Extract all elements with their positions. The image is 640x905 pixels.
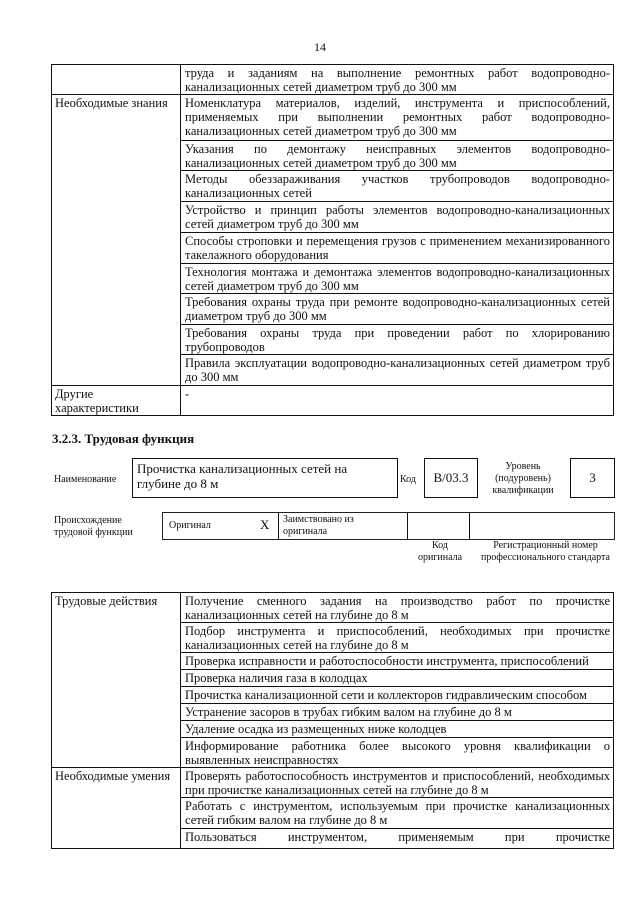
cell-text: Правила эксплуатации водопроводно-канализационных сетей диаметром труб до 300 мм bbox=[181, 355, 614, 386]
cell-text: Технология монтажа и демонтажа элементов водопроводно-канализационных сетей диаметром труб до 300 мм bbox=[181, 264, 614, 294]
cell-text: Удаление осадка из размещенных ниже колодцев bbox=[181, 721, 614, 738]
function-table bbox=[51, 592, 614, 849]
level-label: Уровень (подуровень) квалификации bbox=[492, 461, 554, 496]
cell-text: Указания по демонтажу неисправных элементов водопроводно-канализационных сетей диаметром труб до 300 мм bbox=[181, 141, 614, 171]
cell-text: труда и заданиям на выполнение ремонтных работ водопроводно-канализационных сетей диаметром труб до 300 мм bbox=[181, 65, 614, 95]
divider bbox=[469, 513, 470, 539]
table-row bbox=[52, 593, 614, 623]
code-value: В/03.3 bbox=[433, 470, 469, 485]
cell-text: Номенклатура материалов, изделий, инструмента и приспособлений, применяемых при выполнении ремонтных работ водопроводно-канализационных сетей диаметром труб до 300 мм bbox=[181, 95, 614, 141]
cell-text: Получение сменного задания на производство работ по прочистке канализационных сетей на глубине до 8 м bbox=[181, 593, 614, 623]
cell-text: Способы строповки и перемещения грузов с применением механизированного такелажного оборудования bbox=[181, 233, 614, 264]
table-row bbox=[52, 386, 614, 416]
cell-text: Пользоваться инструментом, применяемым при прочистке bbox=[181, 829, 614, 849]
cell-text: Проверка исправности и работоспособности инструмента, приспособлений bbox=[181, 653, 614, 670]
cell-text: Информирование работника более высокого уровня квалификации о выявленных неисправностях bbox=[181, 738, 614, 768]
reg-caption: Регистрационный номер профессионального стандарта bbox=[481, 540, 610, 563]
row-label-knowledge: Необходимые знания bbox=[52, 95, 181, 386]
divider bbox=[278, 513, 279, 539]
cell-text: Прочистка канализационной сети и коллекторов гидравлическим способом bbox=[181, 687, 614, 704]
section-title: 3.2.3. Трудовая функция bbox=[52, 431, 195, 446]
function-name-box bbox=[132, 458, 398, 498]
cell-text: Требования охраны труда при проведении работ по хлорированию трубопроводов bbox=[181, 325, 614, 355]
cell-text: - bbox=[181, 386, 614, 416]
borrowed-label: Заимствовано из оригинала bbox=[283, 514, 354, 537]
original-label: Оригинал bbox=[169, 520, 211, 531]
code-caption: Код оригинала bbox=[417, 540, 463, 563]
cell-text: Устройство и принцип работы элементов водопроводно-канализационных сетей диаметром труб до 300 мм bbox=[181, 202, 614, 233]
cell-text: Работать с инструментом, используемым при прочистке канализационных сетей гибким валом на глубине до 8 м bbox=[181, 798, 614, 829]
cell-text: Проверять работоспособность инструментов и приспособлений, необходимых при прочистке канализационных сетей на глубине до 8 м bbox=[181, 768, 614, 798]
function-name: Прочистка канализационных сетей на глубине до 8 м bbox=[137, 461, 348, 491]
table-row bbox=[52, 65, 614, 95]
level-box bbox=[570, 458, 615, 498]
table-row bbox=[52, 95, 614, 141]
original-mark: X bbox=[260, 517, 270, 532]
cell-text: Подбор инструмента и приспособлений, необходимых при прочистке канализационных сетей на глубине до 8 м bbox=[181, 623, 614, 653]
page-number: 14 bbox=[314, 40, 326, 54]
level-value: 3 bbox=[589, 470, 596, 485]
row-label-actions: Трудовые действия bbox=[52, 593, 181, 768]
cell-text: Требования охраны труда при ремонте водопроводно-канализационных сетей диаметром труб до 300 мм bbox=[181, 294, 614, 325]
cell-text: Проверка наличия газа в колодцах bbox=[181, 670, 614, 687]
name-label: Наименование bbox=[54, 474, 117, 485]
code-box bbox=[424, 458, 478, 498]
cell-text: Методы обеззараживания участков трубопроводов водопроводно-канализационных сетей bbox=[181, 171, 614, 202]
divider bbox=[407, 513, 408, 539]
row-label-skills: Необходимые умения bbox=[52, 768, 181, 849]
origin-box bbox=[162, 512, 615, 540]
knowledge-table bbox=[51, 64, 614, 416]
row-label-other: Другие характеристики bbox=[52, 386, 181, 416]
origin-label: Происхождение трудовой функции bbox=[54, 515, 133, 538]
table-row bbox=[52, 768, 614, 798]
code-label: Код bbox=[400, 474, 416, 485]
cell-text: Устранение засоров в трубах гибким валом на глубине до 8 м bbox=[181, 704, 614, 721]
row-label bbox=[52, 65, 181, 95]
